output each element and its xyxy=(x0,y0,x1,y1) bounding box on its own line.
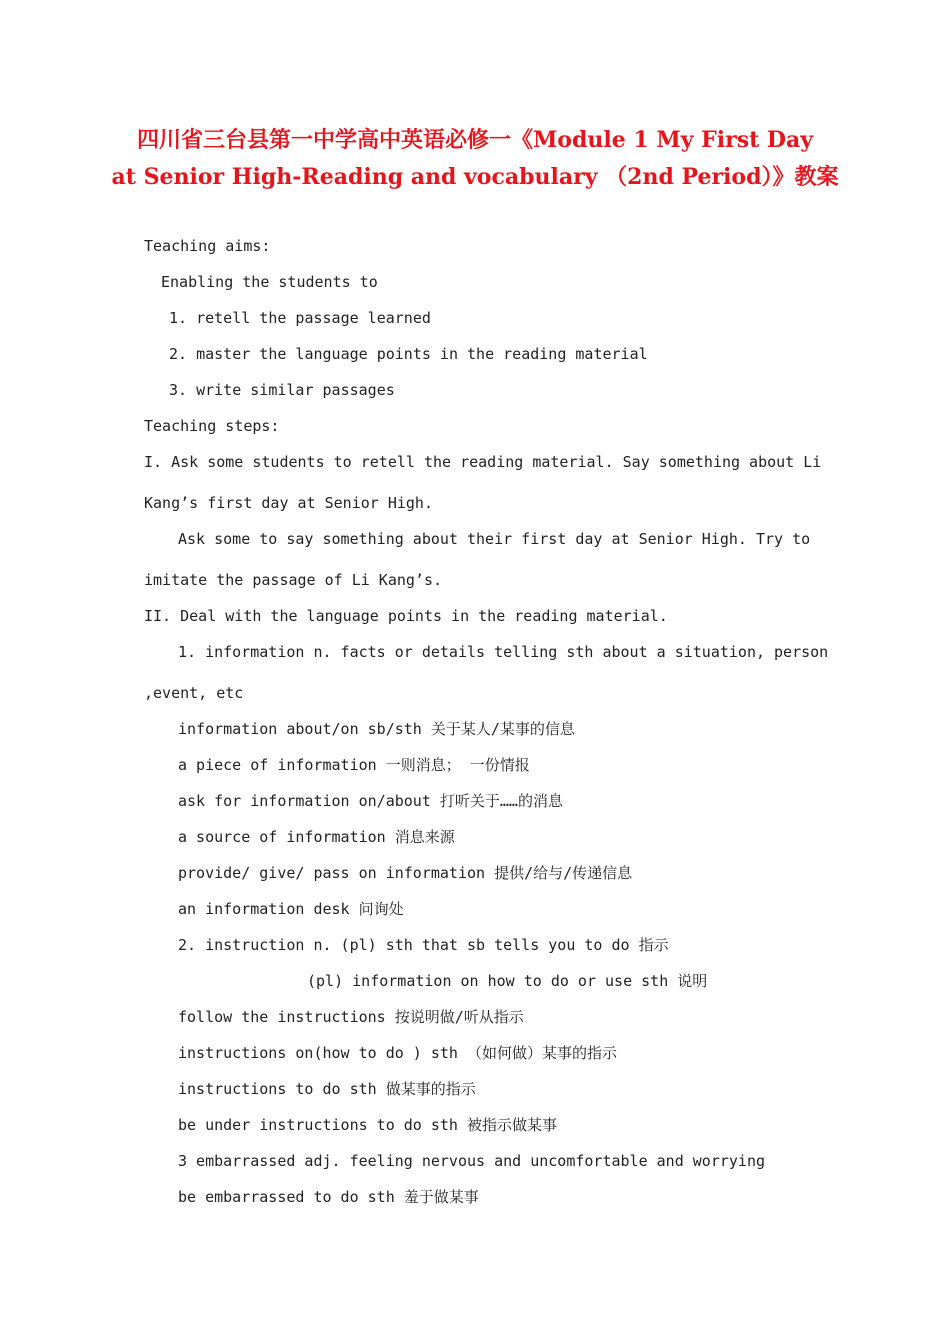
vocab-embarrassed-definition: 3 embarrassed adj. feeling nervous and uncomfortable and worrying xyxy=(178,1152,765,1170)
step-1-text: I. Ask some students to retell the reading material. Say something about Li xyxy=(144,453,822,471)
phrase-line: information about/on sb/sth 关于某人/某事的信息 xyxy=(178,720,575,738)
phrase-line: instructions on(how to do ) sth （如何做）某事的指示 xyxy=(178,1044,617,1062)
phrase-line: a piece of information 一则消息； 一份情报 xyxy=(178,756,530,774)
teaching-steps-heading: Teaching steps: xyxy=(144,417,280,435)
aim-item-2: 2. master the language points in the reading material xyxy=(169,345,648,363)
step-2-heading: II. Deal with the language points in the reading material. xyxy=(144,607,668,625)
vocab-instruction-definition: 2. instruction n. (pl) sth that sb tells you to do 指示 xyxy=(178,936,669,954)
document-title-line-2: at Senior High-Reading and vocabulary （2nd Period）》教案 xyxy=(111,164,839,190)
phrase-line: an information desk 问询处 xyxy=(178,900,404,918)
step-1-extra-cont: imitate the passage of Li Kang’s. xyxy=(144,571,443,589)
phrase-line: follow the instructions 按说明做/听从指示 xyxy=(178,1008,524,1026)
phrase-line: instructions to do sth 做某事的指示 xyxy=(178,1080,476,1098)
phrase-line: be embarrassed to do sth 羞于做某事 xyxy=(178,1188,479,1206)
step-1-extra: Ask some to say something about their first day at Senior High. Try to xyxy=(178,530,811,548)
vocab-instruction-definition-2: (pl) information on how to do or use sth 说明 xyxy=(307,972,708,990)
vocab-information-definition-cont: ,event, etc xyxy=(144,684,244,702)
step-1-text-cont: Kang’s first day at Senior High. xyxy=(144,494,433,512)
phrase-line: ask for information on/about 打听关于……的消息 xyxy=(178,792,563,810)
phrase-line: a source of information 消息来源 xyxy=(178,828,455,846)
aims-intro: Enabling the students to xyxy=(161,273,378,291)
teaching-aims-heading: Teaching aims: xyxy=(144,237,271,255)
phrase-line: be under instructions to do sth 被指示做某事 xyxy=(178,1116,557,1134)
vocab-information-definition: 1. information n. facts or details telling sth about a situation, person xyxy=(178,643,829,661)
phrase-line: provide/ give/ pass on information 提供/给与/传递信息 xyxy=(178,864,633,882)
aim-item-1: 1. retell the passage learned xyxy=(169,309,431,327)
document-title-line-1: 四川省三台县第一中学高中英语必修一《Module 1 My First Day xyxy=(136,127,814,153)
aim-item-3: 3. write similar passages xyxy=(169,381,395,399)
